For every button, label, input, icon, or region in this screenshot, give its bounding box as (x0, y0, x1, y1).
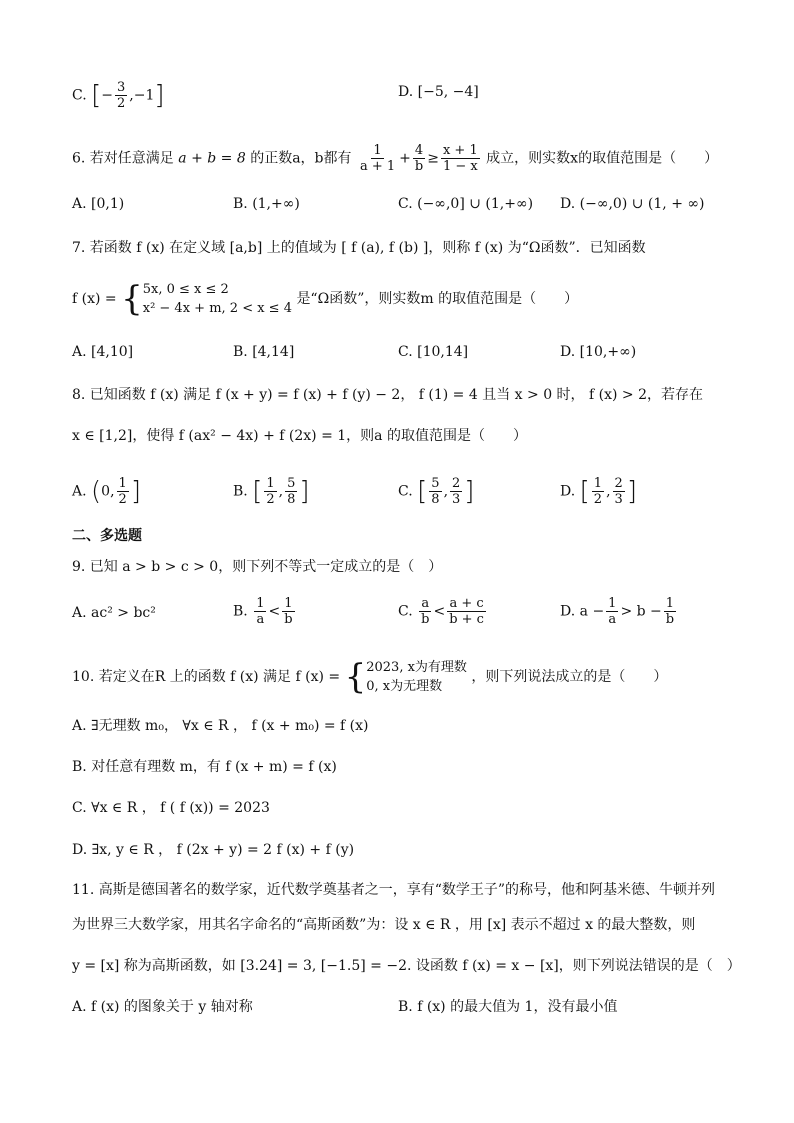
left-bracket: [ (91, 80, 102, 111)
expr-text: a − (579, 603, 605, 620)
q7-stem-line2 (72, 280, 578, 318)
fraction: $\frac{1}{b}$ (284, 596, 293, 627)
option-label: A. (72, 483, 87, 500)
fraction: $\frac{x + 1}{1 - x}$ (442, 143, 478, 174)
less-than: < (433, 603, 446, 620)
option-label: B. (233, 603, 248, 620)
left-bracket: [ (417, 476, 428, 507)
left-brace: { (121, 279, 143, 319)
function-name: f (x) = (72, 291, 117, 307)
q7-option-b[interactable]: B. [4,14] (233, 344, 295, 360)
fraction: $\frac{1}{b}$ (665, 596, 675, 627)
q5-option-d[interactable]: D. [−5, −4] (398, 84, 479, 100)
fraction: $\frac{5}{8}$ (287, 476, 296, 507)
option-label: C. (72, 87, 87, 104)
option-label: B. (233, 483, 248, 500)
q5-option-c[interactable]: C. [− $\frac{3}{2}$ ,−1] (72, 80, 165, 111)
q6-option-a[interactable]: A. [0,1) (72, 196, 125, 212)
q8-stem-line2: x ∈ [1,2]，使得 f (ax² − 4x) + f (2x) = 1，则a 的取值范围是（ ） (72, 428, 527, 444)
q9-option-c[interactable] (398, 596, 488, 627)
right-bracket: ] (154, 80, 165, 111)
right-bracket: ] (464, 476, 475, 507)
stem-text: 成立，则实数x的取值范围是（ ） (486, 150, 719, 167)
q9-option-a[interactable]: A. ac² > bc² (72, 605, 156, 621)
fraction: $\frac{1}{2}$ (266, 476, 275, 507)
fraction: $\frac{2}{3}$ (452, 476, 461, 507)
left-bracket: [ (252, 476, 263, 507)
q6-option-b[interactable]: B. (1,+∞) (233, 196, 300, 212)
case-1: 5x, 0 ≤ x ≤ 2 (142, 282, 229, 297)
q10-option-d[interactable]: D. ∃x, y ∈ R ， f (2x + y) = 2 f (x) + f (y) (72, 842, 355, 858)
q11-stem-line3: y = [x] 称为高斯函数，如 [3.24] = 3, [−1.5] = −2. 设函数 f (x) = x − [x]，则下列说法错误的是（ ） (72, 958, 741, 974)
q10-option-a[interactable]: A. ∃无理数 m₀， ∀x ∈ R ， f (x + m₀) = f (x) (72, 718, 369, 734)
section-heading: 二、多选题 (72, 528, 142, 544)
q8-option-a[interactable]: A. (0, $\frac{1}{2}$ ] (72, 476, 141, 507)
left-paren: ( (91, 476, 102, 507)
q8-option-b[interactable]: B. [ $\frac{1}{2}$ , $\frac{5}{8}$ ] (233, 476, 310, 507)
less-than: < (268, 603, 281, 620)
q7-option-c[interactable]: C. [10,14] (398, 344, 469, 360)
fraction: $\frac{1}{2}$ (593, 476, 603, 507)
case-2: x² − 4x + m, 2 < x ≤ 4 (142, 301, 292, 316)
plus-sign: + (399, 150, 411, 167)
option-label: D. (560, 483, 576, 500)
fraction: $\frac{1}{2}$ (118, 476, 127, 507)
q7-option-a[interactable]: A. [4,10] (72, 344, 134, 360)
q6-stem (72, 143, 718, 174)
q8-option-c[interactable]: C. [ $\frac{5}{8}$ , $\frac{2}{3}$ ] (398, 476, 475, 507)
q11-stem-line1: 11. 高斯是德国著名的数学家，近代数学奠基者之一，享有“数学王子”的称号，他和阿基米德、牛顿并列 (72, 882, 716, 898)
q6-option-d[interactable]: D. (−∞,0) ∪ (1, + ∞) (560, 196, 705, 212)
stem-text: ，则下列说法成立的是（ ） (471, 669, 668, 685)
fraction: $\frac{1}{a + 1}$ (359, 143, 396, 174)
q8-stem-line1: 8. 已知函数 f (x) 满足 f (x + y) = f (x) + f (y) − 2， f (1) = 4 且当 x > 0 时， f (x) > 2，若存在 (72, 387, 703, 403)
fraction: $\frac{a + c}{b + c}$ (449, 596, 484, 627)
stem-text: 是“Ω函数”，则实数m 的取值范围是（ ） (296, 291, 579, 307)
piecewise-cases (366, 658, 467, 696)
right-bracket: ] (299, 476, 310, 507)
stem-text: 的正数a，b都有 (250, 150, 352, 167)
right-bracket: ] (130, 476, 141, 507)
fraction: $\frac{4}{b}$ (414, 143, 424, 174)
fraction: $\frac{2}{3}$ (614, 476, 623, 507)
stem-text: 10. 若定义在R 上的函数 f (x) 满足 f (x) = (72, 669, 341, 685)
case-1: 2023, x为有理数 (366, 660, 467, 675)
q11-stem-line2: 为世界三大数学家，用其名字命名的“高斯函数”为：设 x ∈ R ，用 [x] 表示不超过 x 的最大整数，则 (72, 917, 696, 933)
geq-sign: ≥ (427, 150, 439, 167)
q9-option-d[interactable] (560, 596, 678, 627)
fraction: $\frac{1}{a}$ (256, 596, 265, 627)
right-bracket: ] (626, 476, 637, 507)
q6-option-c[interactable]: C. (−∞,0] ∪ (1,+∞) (398, 196, 534, 212)
q7-stem-line1: 7. 若函数 f (x) 在定义域 [a,b] 上的值域为 [ f (a), f (b) ]，则称 f (x) 为“Ω函数”．已知函数 (72, 240, 646, 256)
q9-option-b[interactable] (233, 596, 297, 627)
piecewise-cases (143, 280, 292, 318)
q11-option-b[interactable]: B. f (x) 的最大值为 1，没有最小值 (398, 999, 618, 1015)
case-2: 0, x为无理数 (366, 679, 443, 694)
fraction: $\frac{3}{2}$ (117, 80, 126, 111)
q9-stem: 9. 已知 a > b > c > 0，则下列不等式一定成立的是（ ） (72, 559, 443, 575)
q8-option-d[interactable]: D. [ $\frac{1}{2}$ , $\frac{2}{3}$ ] (560, 476, 637, 507)
q10-option-b[interactable]: B. 对任意有理数 m，有 f (x + m) = f (x) (72, 759, 337, 775)
q10-option-c[interactable]: C. ∀x ∈ R ， f ( f (x)) = 2023 (72, 800, 270, 816)
option-label: D. (560, 603, 576, 620)
q11-option-a[interactable]: A. f (x) 的图象关于 y 轴对称 (72, 999, 253, 1015)
fraction: $\frac{5}{8}$ (431, 476, 440, 507)
expr-text: > b − (620, 603, 662, 620)
option-label: C. (398, 603, 413, 620)
option-value: ,−1 (129, 87, 155, 104)
fraction: $\frac{a}{b}$ (421, 596, 430, 627)
option-label: C. (398, 483, 413, 500)
stem-text: 6. 若对任意满足 (72, 150, 174, 167)
fraction: $\frac{1}{a}$ (608, 596, 617, 627)
left-brace: { (344, 657, 367, 697)
q10-stem (72, 658, 667, 696)
q7-option-d[interactable]: D. [10,+∞) (560, 344, 637, 360)
condition: a + b = 8 (178, 150, 246, 167)
left-bracket: [ (579, 476, 590, 507)
